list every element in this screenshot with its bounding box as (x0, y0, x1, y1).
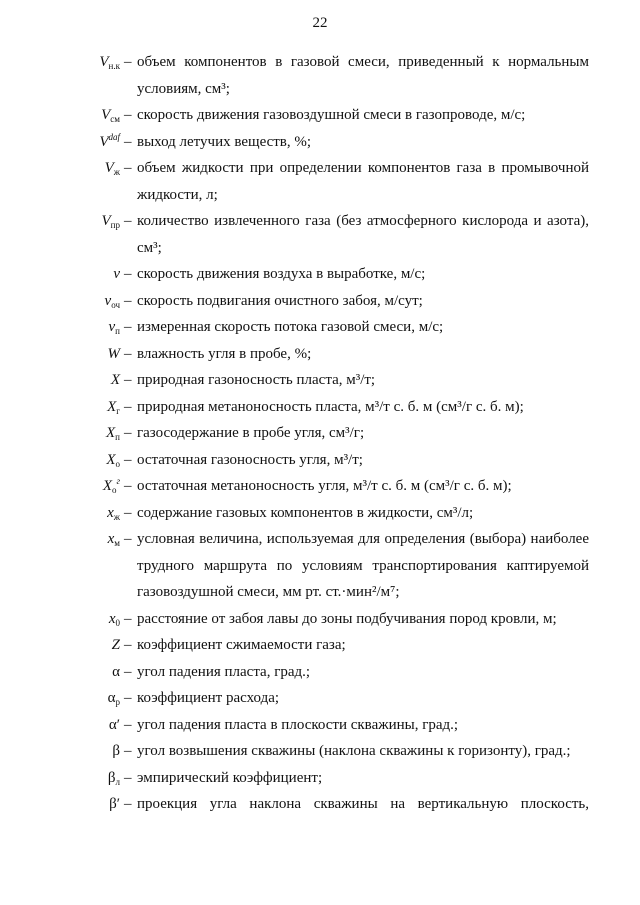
definition-text: скорость движения воздуха в выработке, м/с; (137, 266, 426, 282)
definition-dash: – (124, 663, 132, 680)
definition-text: коэффициент сжимаемости газа; (137, 637, 346, 653)
symbol-base: V (99, 133, 109, 150)
definition-dash: – (124, 54, 132, 70)
definition-symbol (40, 685, 120, 712)
definition-text: остаточная газоносность угля, м³/т; (137, 451, 363, 468)
definition-dash: – (124, 531, 132, 547)
definitions-list (0, 49, 640, 818)
definition-symbol (40, 49, 120, 76)
definition-symbol (40, 288, 120, 315)
symbol-subscript: р (115, 697, 120, 707)
symbol-subscript: о (111, 485, 117, 495)
symbol-base: β (112, 743, 120, 759)
definition-symbol (40, 526, 120, 553)
definition-symbol (40, 261, 120, 288)
definition-symbol (40, 102, 120, 129)
definition-symbol (40, 712, 120, 739)
definition-symbol (40, 420, 120, 447)
definition-text: объем жидкости при определении компонентов газа в промывочной жидкости, л; (137, 160, 589, 203)
definition-row (0, 314, 640, 341)
definition-dash: – (124, 133, 132, 150)
definition-dash: – (124, 796, 132, 812)
definition-text: природная газоносность пласта, м³/т; (137, 372, 376, 388)
symbol-base: α (107, 690, 116, 706)
definition-text: коэффициент расхода; (137, 690, 280, 706)
definition-row (0, 394, 640, 421)
symbol-subscript: м (114, 538, 120, 548)
definition-dash: – (124, 690, 132, 706)
symbol-subscript: ж (113, 511, 120, 522)
definition-row (0, 341, 640, 368)
definition-symbol (40, 129, 120, 156)
definition-text: выход летучих веществ, %; (137, 133, 312, 150)
definition-dash: – (124, 610, 132, 627)
symbol-base: Z (111, 637, 120, 653)
definition-row (0, 288, 640, 315)
symbol-base: X (102, 478, 112, 494)
symbol-base: X (106, 425, 116, 441)
symbol-subscript: п (115, 326, 120, 336)
definition-text: остаточная метаноносность угля, м³/т с. б. м (см³/г с. б. м); (137, 478, 512, 494)
symbol-base: W (107, 345, 120, 362)
definition-symbol (40, 394, 120, 421)
definition-symbol (40, 447, 120, 474)
symbol-subscript: см (110, 114, 120, 124)
symbol-subscript: о (115, 458, 120, 469)
definition-row (0, 659, 640, 686)
symbol-base: v (104, 292, 112, 309)
symbol-superscript: daf (108, 131, 120, 142)
definition-text: угол падения пласта в плоскости скважины, град.; (137, 716, 459, 733)
definition-text: влажность угля в пробе, %; (137, 345, 312, 362)
definition-row (0, 738, 640, 765)
symbol-subscript: п (115, 432, 120, 442)
definition-dash: – (124, 769, 132, 786)
definition-row (0, 473, 640, 500)
definition-row (0, 420, 640, 447)
definition-dash: – (124, 451, 132, 468)
definition-dash: – (124, 504, 132, 521)
definition-row (0, 632, 640, 659)
definition-dash: – (124, 213, 132, 229)
symbol-base: X (107, 398, 117, 415)
definition-text: скорость движения газовоздушной смеси в газопроводе, м/с; (137, 107, 526, 123)
definition-row (0, 526, 640, 606)
definition-symbol (40, 473, 120, 500)
symbol-subscript: пр (110, 220, 120, 230)
symbol-base: V (99, 54, 109, 70)
definition-dash: – (124, 478, 132, 494)
symbol-subscript: ж (113, 167, 120, 177)
symbol-base: v (113, 266, 120, 282)
definition-symbol (40, 155, 120, 182)
definition-row (0, 208, 640, 261)
definition-symbol (40, 659, 120, 686)
definition-symbol (40, 765, 120, 792)
definition-symbol (40, 606, 120, 633)
symbol-superscript: г (116, 476, 120, 486)
symbol-base: V (101, 213, 111, 229)
symbol-subscript: г (116, 405, 120, 416)
definition-dash: – (124, 345, 132, 362)
definition-symbol (40, 341, 120, 368)
definition-row (0, 367, 640, 394)
definition-text: содержание газовых компонентов в жидкости, см³/л; (137, 504, 474, 521)
definition-row (0, 606, 640, 633)
definition-symbol (40, 367, 120, 394)
definition-row (0, 791, 640, 818)
definition-text: проекция угла наклона скважины на вертикальную плоскость, (137, 796, 589, 812)
definition-dash: – (124, 637, 132, 653)
symbol-base: V (104, 160, 114, 176)
definition-dash: – (124, 425, 132, 441)
definition-row (0, 765, 640, 792)
definition-row (0, 102, 640, 129)
definition-symbol (40, 314, 120, 341)
definition-dash: – (124, 292, 132, 309)
definition-text: измеренная скорость потока газовой смеси, м/с; (137, 319, 444, 335)
definition-text: угол возвышения скважины (наклона скважины к горизонту), град.; (137, 743, 571, 759)
definition-text: угол падения пласта, град.; (137, 663, 311, 680)
symbol-base: X (106, 451, 116, 468)
symbol-base: x (107, 531, 115, 547)
definition-text: природная метаноносность пласта, м³/т с. б. м (см³/г с. б. м); (137, 398, 524, 415)
definition-dash: – (124, 107, 132, 123)
symbol-base: β (107, 769, 116, 786)
definition-row (0, 712, 640, 739)
definition-text: объем компонентов в газовой смеси, приведенный к нормальным условиям, см³; (137, 54, 589, 97)
symbol-base: x (107, 504, 114, 521)
definition-dash: – (124, 398, 132, 415)
definition-symbol (40, 500, 120, 527)
definition-dash: – (124, 319, 132, 335)
definition-row (0, 155, 640, 208)
definition-text: эмпирический коэффициент; (137, 769, 323, 786)
symbol-subscript: 0 (115, 617, 120, 628)
definition-symbol (40, 738, 120, 765)
definition-row (0, 685, 640, 712)
symbol-base: X (110, 372, 120, 388)
definition-dash: – (124, 266, 132, 282)
symbol-base: v (108, 319, 116, 335)
definition-dash: – (124, 716, 132, 733)
definition-symbol (40, 632, 120, 659)
definition-text: скорость подвигания очистного забоя, м/сут; (137, 292, 423, 309)
symbol-base: x (108, 610, 116, 627)
definition-text: количество извлеченного газа (без атмосферного кислорода и азота), см³; (137, 213, 589, 256)
symbol-subscript: л (115, 776, 120, 787)
symbol-base: V (101, 107, 111, 123)
definition-row (0, 500, 640, 527)
definition-symbol (40, 791, 120, 818)
symbol-subscript: н.к (108, 61, 120, 71)
definition-text: условная величина, используемая для определения (выбора) наиболее трудного маршрута по условиям транспортирования каптируемой газовоздушной смеси, мм рт. ст.·мин²/м⁷; (137, 531, 589, 600)
definition-dash: – (124, 160, 132, 176)
symbol-base: β′ (109, 796, 120, 812)
definition-text: расстояние от забоя лавы до зоны подбучивания пород кровли, м; (137, 610, 557, 627)
definition-dash: – (124, 743, 132, 759)
symbol-subscript: оч (111, 299, 120, 310)
symbol-base: α′ (108, 716, 120, 733)
definition-row (0, 261, 640, 288)
definition-row (0, 49, 640, 102)
definition-row (0, 447, 640, 474)
page-number: 22 (312, 15, 328, 31)
definition-row (0, 129, 640, 156)
definition-dash: – (124, 372, 132, 388)
symbol-base: α (112, 663, 120, 680)
definition-symbol (40, 208, 120, 235)
definition-text: газосодержание в пробе угля, см³/г; (137, 425, 365, 441)
